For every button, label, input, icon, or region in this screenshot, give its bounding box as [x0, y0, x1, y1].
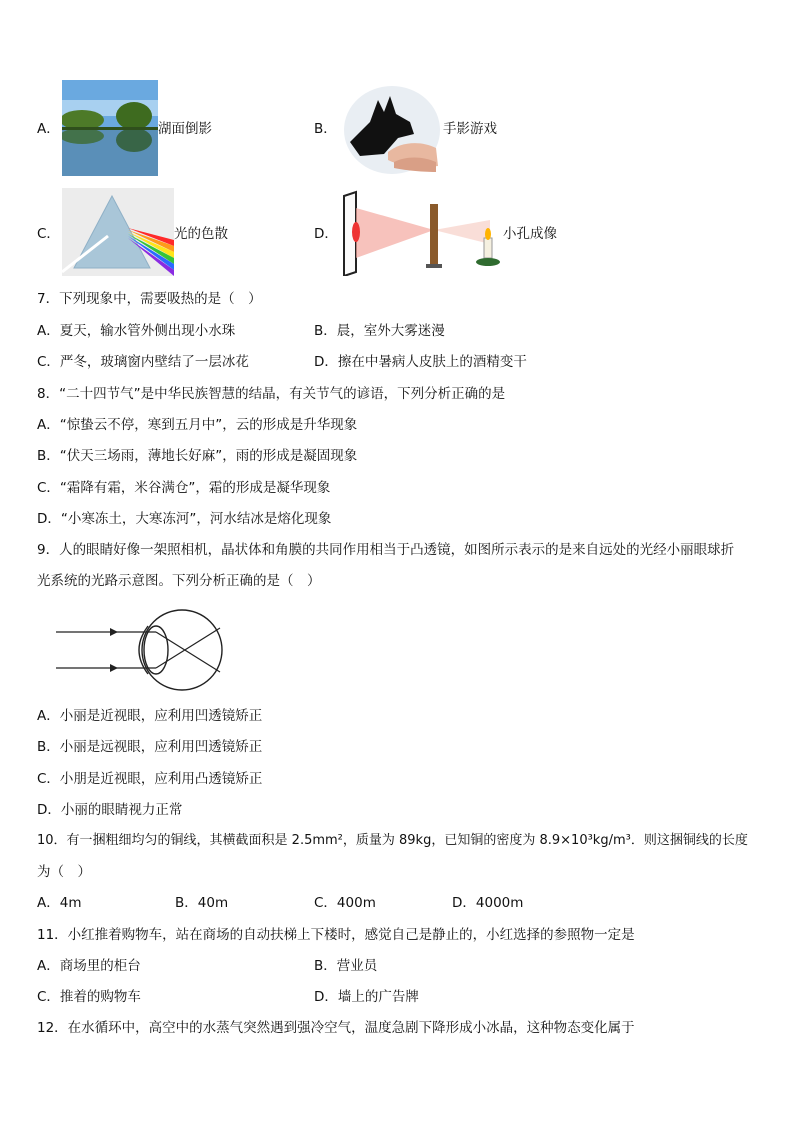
- q10-option-d: D．4000m: [452, 895, 524, 911]
- hand-shadow-image: [340, 82, 442, 176]
- q7-option-d: D．擦在中暑病人皮肤上的酒精变干: [314, 354, 527, 370]
- q10-stem-line1: 10．有一捆粗细均匀的铜线，其横截面积是 2.5mm²，质量为 89kg，已知铜的密度为 8.9×10³kg/m³．则这捆铜线的长度: [37, 833, 748, 848]
- lake-reflection-image: [62, 80, 158, 176]
- q9-option-d: D．小丽的眼睛视力正常: [37, 802, 183, 818]
- q7-stem: 7．下列现象中，需要吸热的是（ ）: [37, 291, 262, 307]
- q10-option-c: C．400m: [314, 895, 376, 911]
- q8-option-c: C．“霜降有霜，米谷满仓”，霜的形成是凝华现象: [37, 480, 331, 496]
- q9-option-c: C．小朋是近视眼，应利用凸透镜矫正: [37, 771, 263, 787]
- option-d-label: 小孔成像: [503, 226, 557, 242]
- pinhole-imaging-image: [340, 186, 502, 276]
- q10-stem-line2: 为（ ）: [37, 864, 91, 880]
- q12-stem: 12．在水循环中，高空中的水蒸气突然遇到强冷空气，温度急剧下降形成小冰晶，这种物态变化属于: [37, 1020, 635, 1036]
- q8-option-a: A．“惊蛰云不停，寒到五月中”，云的形成是升华现象: [37, 417, 358, 433]
- option-c-label: 光的色散: [174, 226, 228, 242]
- q11-option-a: A．商场里的柜台: [37, 958, 141, 974]
- q8-option-b: B．“伏天三场雨，薄地长好麻”，雨的形成是凝固现象: [37, 448, 358, 464]
- eye-light-path-diagram: [56, 606, 224, 696]
- option-b-letter: B．: [314, 121, 337, 137]
- q11-option-c: C．推着的购物车: [37, 989, 141, 1005]
- option-a-letter: A．: [37, 121, 60, 137]
- option-a-label: 湖面倒影: [158, 121, 212, 137]
- q8-stem: 8．“二十四节气”是中华民族智慧的结晶，有关节气的谚语，下列分析正确的是: [37, 386, 506, 402]
- q8-option-d: D．“小寒冻土，大寒冻河”，河水结冰是熔化现象: [37, 511, 332, 527]
- q9-stem-line2: 光系统的光路示意图。下列分析正确的是（ ）: [37, 573, 321, 589]
- q9-stem-line1: 9．人的眼睛好像一架照相机，晶状体和角膜的共同作用相当于凸透镜，如图所示表示的是来自远处的光经小丽眼球折: [37, 542, 735, 558]
- q7-option-c: C．严冬，玻璃窗内壁结了一层冰花: [37, 354, 249, 370]
- option-d-letter: D．: [314, 226, 338, 242]
- q10-option-a: A．4m: [37, 895, 82, 911]
- q11-stem: 11．小红推着购物车，站在商场的自动扶梯上下楼时，感觉自己是静止的，小红选择的参照物一定是: [37, 927, 635, 943]
- option-c-letter: C．: [37, 226, 60, 242]
- option-b-label: 手影游戏: [443, 121, 497, 137]
- q10-option-b: B．40m: [175, 895, 229, 911]
- q9-option-b: B．小丽是远视眼，应利用凹透镜矫正: [37, 739, 263, 755]
- q11-option-b: B．营业员: [314, 958, 378, 974]
- q11-option-d: D．墙上的广告牌: [314, 989, 419, 1005]
- q9-option-a: A．小丽是近视眼，应利用凹透镜矫正: [37, 708, 263, 724]
- q7-option-a: A．夏天，输水管外侧出现小水珠: [37, 323, 236, 339]
- q7-option-b: B．晨，室外大雾迷漫: [314, 323, 445, 339]
- prism-dispersion-image: [62, 188, 174, 276]
